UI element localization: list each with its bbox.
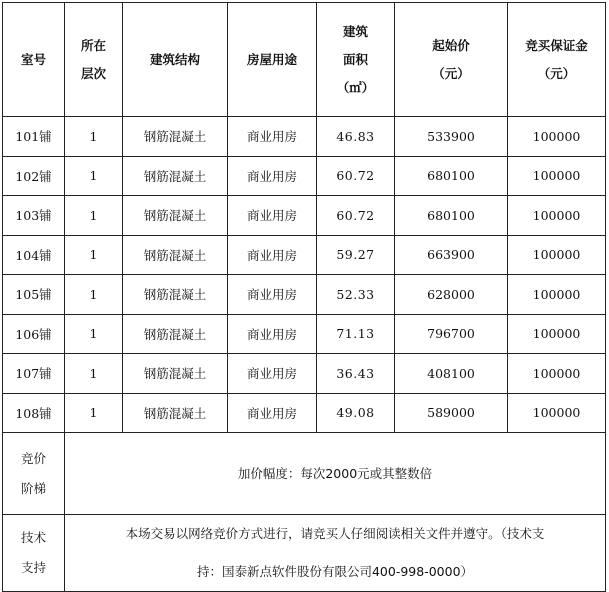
cell-area: 49.08 — [317, 393, 395, 433]
cell-structure: 钢筋混凝土 — [123, 156, 228, 196]
cell-structure: 钢筋混凝土 — [123, 354, 228, 394]
cell-deposit: 100000 — [508, 196, 606, 236]
cell-usage: 商业用房 — [228, 235, 317, 275]
header-structure: 建筑结构 — [123, 3, 228, 117]
cell-floor: 1 — [65, 156, 123, 196]
bid-step-label: 竞价 阶梯 — [3, 433, 65, 515]
cell-structure: 钢筋混凝土 — [123, 314, 228, 354]
cell-usage: 商业用房 — [228, 196, 317, 236]
cell-area: 71.13 — [317, 314, 395, 354]
tech-support-text — [65, 515, 606, 592]
cell-structure: 钢筋混凝土 — [123, 275, 228, 315]
bid-step-text: 加价幅度：每次2000元或其整数倍 — [65, 433, 606, 515]
table-row — [3, 354, 606, 394]
cell-area: 60.72 — [317, 156, 395, 196]
header-area: 建筑 面积 （㎡） — [317, 3, 395, 117]
header-usage: 房屋用途 — [228, 3, 317, 117]
cell-floor: 1 — [65, 196, 123, 236]
cell-usage: 商业用房 — [228, 156, 317, 196]
header-start-price: 起始价 （元） — [395, 3, 508, 117]
cell-floor: 1 — [65, 275, 123, 315]
cell-room: 107铺 — [3, 354, 65, 394]
tech-support-line-2: 持：国泰新点软件股份有限公司400-998-0000） — [196, 564, 474, 579]
cell-area: 46.83 — [317, 117, 395, 157]
cell-floor: 1 — [65, 117, 123, 157]
cell-structure: 钢筋混凝土 — [123, 235, 228, 275]
cell-start-price: 663900 — [395, 235, 508, 275]
bid-step-row — [3, 433, 606, 515]
cell-floor: 1 — [65, 314, 123, 354]
cell-usage: 商业用房 — [228, 393, 317, 433]
cell-deposit: 100000 — [508, 235, 606, 275]
cell-usage: 商业用房 — [228, 275, 317, 315]
tech-support-row — [3, 515, 606, 592]
table-row — [3, 196, 606, 236]
cell-deposit: 100000 — [508, 156, 606, 196]
cell-start-price: 408100 — [395, 354, 508, 394]
cell-structure: 钢筋混凝土 — [123, 393, 228, 433]
tech-support-label: 技术 支持 — [3, 515, 65, 592]
cell-floor: 1 — [65, 235, 123, 275]
cell-room: 101铺 — [3, 117, 65, 157]
cell-room: 102铺 — [3, 156, 65, 196]
tech-support-line-1: 本场交易以网络竞价方式进行，请竞买人仔细阅读相关文件并遵守。（技术支 — [125, 526, 545, 541]
cell-start-price: 796700 — [395, 314, 508, 354]
header-room-no: 室号 — [3, 3, 65, 117]
cell-deposit: 100000 — [508, 393, 606, 433]
cell-start-price: 533900 — [395, 117, 508, 157]
cell-usage: 商业用房 — [228, 117, 317, 157]
cell-start-price: 680100 — [395, 196, 508, 236]
cell-usage: 商业用房 — [228, 314, 317, 354]
cell-room: 105铺 — [3, 275, 65, 315]
table-row — [3, 235, 606, 275]
header-floor: 所在 层次 — [65, 3, 123, 117]
cell-usage: 商业用房 — [228, 354, 317, 394]
cell-area: 59.27 — [317, 235, 395, 275]
cell-room: 108铺 — [3, 393, 65, 433]
table-row — [3, 156, 606, 196]
cell-area: 52.33 — [317, 275, 395, 315]
cell-floor: 1 — [65, 393, 123, 433]
cell-floor: 1 — [65, 354, 123, 394]
cell-deposit: 100000 — [508, 117, 606, 157]
cell-start-price: 628000 — [395, 275, 508, 315]
table-row — [3, 314, 606, 354]
cell-area: 36.43 — [317, 354, 395, 394]
header-deposit: 竞买保证金 （元） — [508, 3, 606, 117]
cell-structure: 钢筋混凝土 — [123, 196, 228, 236]
cell-structure: 钢筋混凝土 — [123, 117, 228, 157]
table-header-row — [3, 3, 606, 117]
cell-deposit: 100000 — [508, 314, 606, 354]
cell-deposit: 100000 — [508, 275, 606, 315]
table-row — [3, 393, 606, 433]
table-row — [3, 275, 606, 315]
cell-start-price: 680100 — [395, 156, 508, 196]
cell-area: 60.72 — [317, 196, 395, 236]
cell-room: 103铺 — [3, 196, 65, 236]
table-row — [3, 117, 606, 157]
cell-room: 106铺 — [3, 314, 65, 354]
cell-deposit: 100000 — [508, 354, 606, 394]
cell-start-price: 589000 — [395, 393, 508, 433]
property-listing-table — [2, 2, 606, 592]
cell-room: 104铺 — [3, 235, 65, 275]
